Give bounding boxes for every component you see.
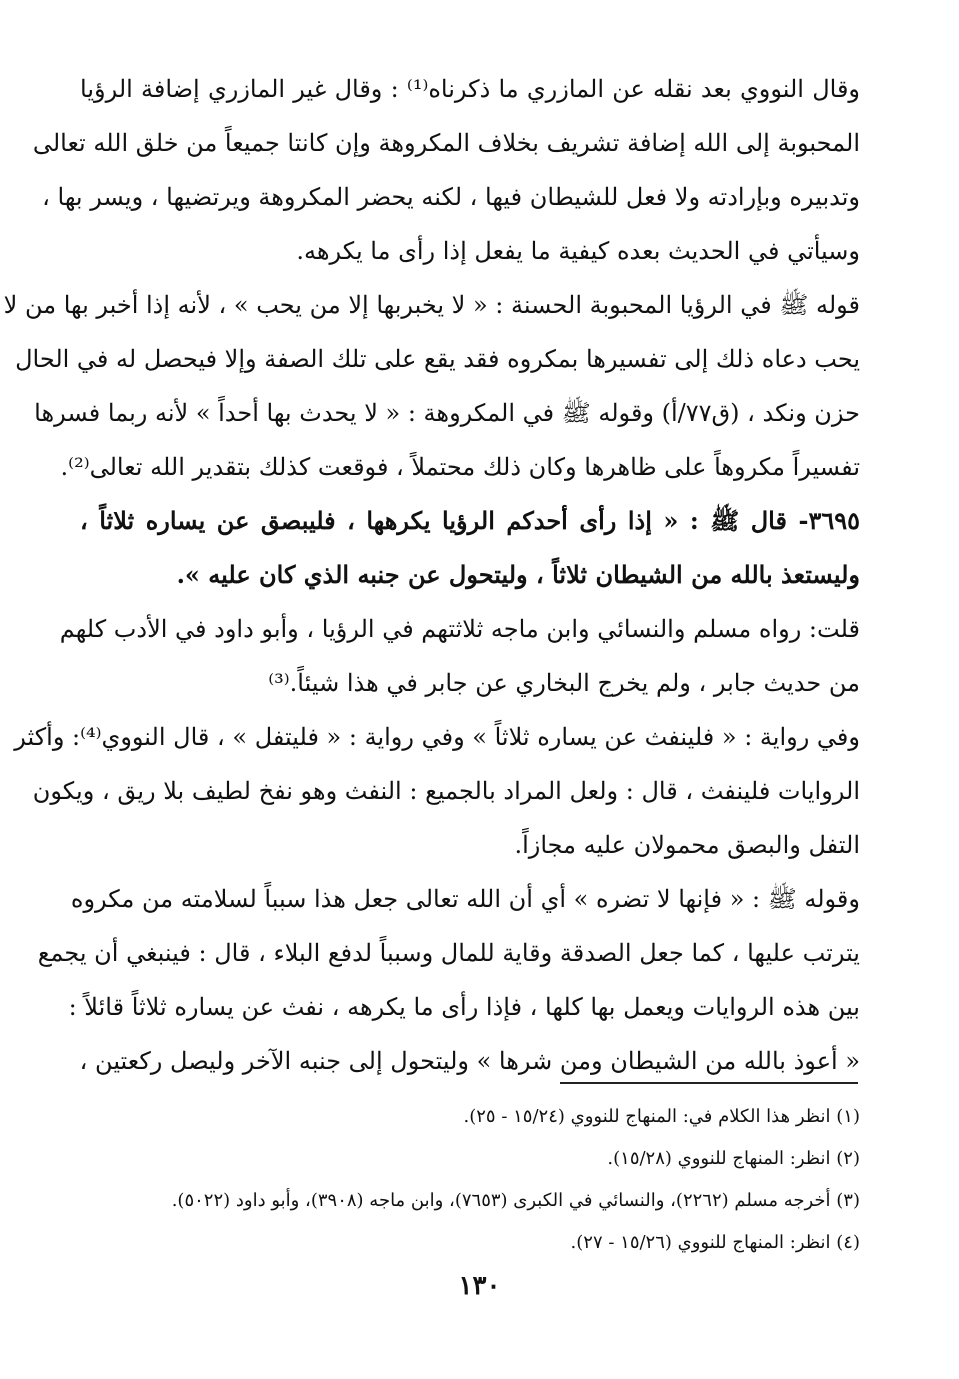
text-line: وفي رواية : « فلينفث عن يساره ثلاثاً » وفي رواية : « فليتفل » ، قال النووي⁽⁴⁾: وأكثر: [14, 723, 860, 751]
text-line: يترتب عليها ، كما جعل الصدقة وقاية للمال وسبباً لدفع البلاء ، قال : فينبغي أن يجمع: [37, 939, 860, 967]
text-line: التفل والبصق محمولان عليه مجازاً.: [514, 831, 860, 859]
text-line: تفسيراً مكروهاً على ظاهرها وكان ذلك محتملاً ، فوقعت كذلك بتقدير الله تعالى⁽²⁾.: [60, 453, 860, 481]
text-line: بين هذه الروايات ويعمل بها كلها ، فإذا رأى ما يكرهه ، نفث عن يساره ثلاثاً قائلاً :: [68, 993, 860, 1021]
text-line: يحب دعاه ذلك إلى تفسيرها بمكروه فقد يقع على تلك الصفة وإلا فيحصل له في الحال: [15, 345, 860, 373]
hadith-heading-line: ٣٦٩٥- قال ﷺ : « إذا رأى أحدكم الرؤيا يكرهها ، فليبصق عن يساره ثلاثاً ،: [80, 506, 860, 535]
text-line: المحبوبة إلى الله إضافة تشريف بخلاف المكروهة وإن كانتا جميعاً من خلق الله تعالى: [32, 129, 860, 157]
footnote: (٣) أخرجه مسلم (٢٢٦٢)، والنسائي في الكبرى (٧٦٥٣)، وابن ماجه (٣٩٠٨)، وأبو داود (٥٠٢٢).: [171, 1190, 860, 1211]
text-line: قوله ﷺ في الرؤيا المحبوبة الحسنة : « لا يخبربها إلا من يحب » ، لأنه إذا أخبر بها من لا: [3, 291, 860, 319]
text-line: وسيأتي في الحديث بعده كيفية ما يفعل إذا رأى ما يكرهه.: [296, 237, 860, 265]
text-line: حزن ونكد ، (ق٧٧/أ) وقوله ﷺ في المكروهة : « لا يحدث بها أحداً » لأنه ربما فسرها: [34, 399, 860, 427]
text-line: وقوله ﷺ : « فإنها لا تضره » أي أن الله تعالى جعل هذا سبباً لسلامته من مكروه: [70, 885, 860, 913]
text-line: الروايات فلينفث ، قال : ولعل المراد بالجميع : النفث وهو نفخ لطيف بلا ريق ، ويكون: [32, 777, 860, 805]
text-line: « أعوذ بالله من الشيطان ومن شرها » وليتحول إلى جنبه الآخر وليصل ركعتين ،: [79, 1047, 860, 1075]
footnotes: [80, 1096, 860, 1264]
text-line: وتدبيره وبإرادته ولا فعل للشيطان فيها ، لكنه يحضر المكروهة ويرتضيها ، ويسر بها ،: [42, 183, 860, 211]
text-line: وقال النووي بعد نقله عن المازري ما ذكرناه⁽¹⁾ : وقال غير المازري إضافة الرؤيا: [80, 75, 860, 103]
footnote: (٤) انظر: المنهاج للنووي (١٥/٢٦ - ٢٧).: [570, 1232, 860, 1253]
footnote-divider: [560, 1082, 858, 1084]
hadith-heading-line: وليستعذ بالله من الشيطان ثلاثاً ، وليتحول عن جنبه الذي كان عليه ».: [176, 560, 860, 589]
footnote: (٢) انظر: المنهاج للنووي (١٥/٢٨).: [607, 1148, 860, 1169]
footnote: (١) انظر هذا الكلام في: المنهاج للنووي (١٥/٢٤ - ٢٥).: [463, 1106, 860, 1127]
text-line: قلت: رواه مسلم والنسائي وابن ماجه ثلاثتهم في الرؤيا ، وأبو داود في الأدب كلهم: [59, 615, 860, 643]
main-text: [3, 62, 860, 1088]
page-number: ١٣٠: [458, 1271, 501, 1301]
text-line: من حديث جابر ، ولم يخرج البخاري عن جابر في هذا شيئاً.⁽³⁾: [268, 669, 860, 697]
